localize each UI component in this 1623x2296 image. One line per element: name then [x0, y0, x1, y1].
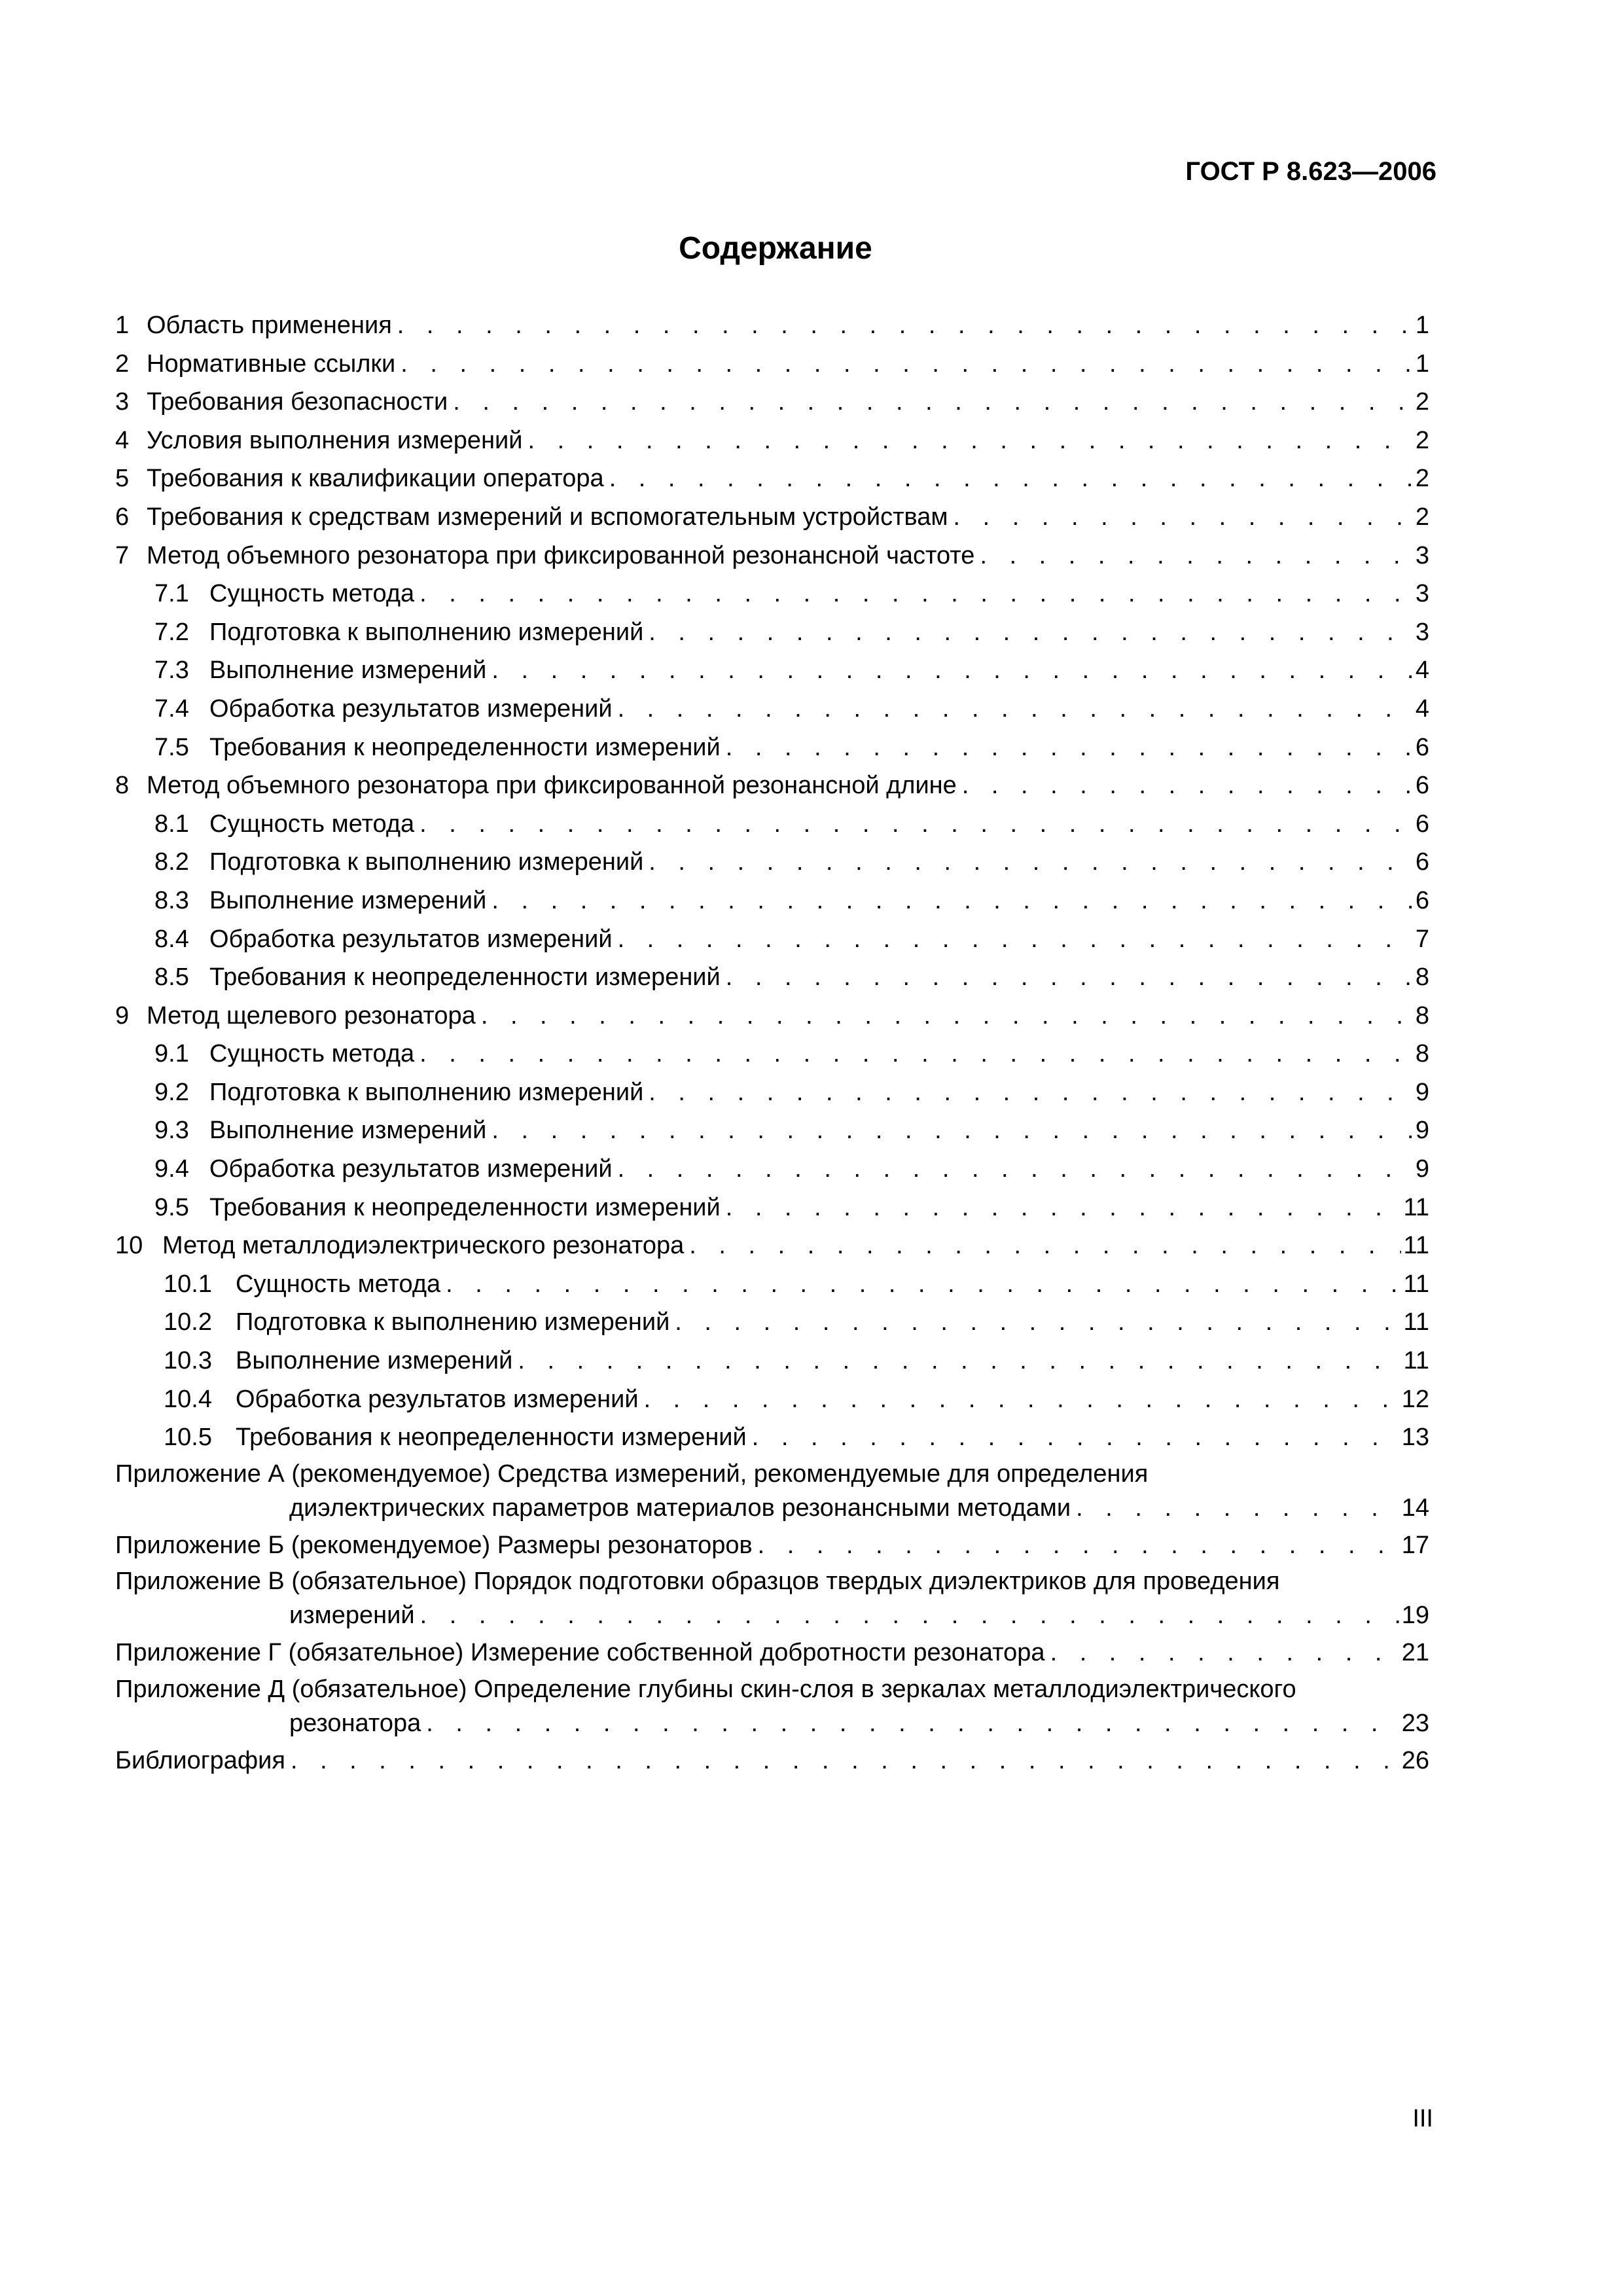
toc-entry-number: 1: [115, 312, 130, 339]
toc-leader-dots: [446, 1265, 1400, 1304]
toc-leader-dots: [962, 766, 1413, 805]
toc-entry[interactable]: [115, 958, 1429, 997]
toc-entry[interactable]: [115, 1418, 1429, 1457]
toc-entry[interactable]: [115, 882, 1429, 920]
toc-entry-number: 8.3: [154, 886, 189, 914]
toc-entry-label: Требования к средствам измерений и вспомогательным устройствам: [147, 503, 948, 531]
toc-page-number: 6: [1415, 886, 1429, 914]
toc-page-number: 6: [1415, 733, 1429, 761]
toc-entry[interactable]: [115, 843, 1429, 882]
toc-appendix-label: Приложение Г (обязательное) Измерение собственной добротности резонатора: [115, 1639, 1045, 1667]
toc-leader-dots: [618, 690, 1413, 728]
toc-entry[interactable]: [115, 498, 1429, 537]
toc-leader-dots: [758, 1526, 1399, 1565]
document-id: ГОСТ Р 8.623—2006: [1185, 157, 1436, 186]
toc-entry[interactable]: [115, 1380, 1429, 1419]
toc-page-number: 4: [1415, 694, 1429, 723]
toc-leader-dots: [518, 1342, 1400, 1380]
toc-leader-dots: [528, 422, 1413, 460]
toc-entry-number: 10: [115, 1232, 143, 1260]
toc-page-number: 3: [1415, 618, 1429, 646]
toc-entry-number: 10.3: [164, 1347, 212, 1375]
toc-entry-number: 7.3: [154, 656, 189, 685]
toc-entry-number: 2: [115, 350, 130, 378]
toc-sections: [115, 306, 1429, 1457]
toc-entry-number: 10.4: [164, 1385, 212, 1413]
toc-entry[interactable]: [115, 1189, 1429, 1227]
toc-page-number: 7: [1415, 925, 1429, 953]
toc-entry-number: 8.2: [154, 848, 189, 876]
toc-bibliography[interactable]: [115, 1742, 1429, 1780]
toc-leader-dots: [609, 459, 1413, 498]
toc-entry[interactable]: [115, 1227, 1429, 1265]
toc-entry-number: 7.4: [154, 694, 189, 723]
toc-page-number: 9: [1415, 1117, 1429, 1145]
toc-entry-label: Сущность метода: [209, 580, 415, 608]
toc-leader-dots: [752, 1418, 1399, 1457]
toc-leader-dots: [1050, 1634, 1399, 1672]
toc-leader-dots: [726, 958, 1413, 997]
toc-entry[interactable]: [115, 920, 1429, 959]
toc-entry-number: 9.5: [154, 1193, 189, 1221]
toc-page-number: 1: [1415, 312, 1429, 339]
toc-leader-dots: [426, 1706, 1399, 1740]
toc-leader-dots: [419, 575, 1413, 613]
toc-appendix-line1: Приложение А (рекомендуемое) Средства измерений, рекомендуемые для определения: [115, 1460, 1149, 1488]
toc-leader-dots: [397, 306, 1413, 345]
toc-entry-number: 8.1: [154, 810, 189, 838]
toc-entry-label: Подготовка к выполнению измерений: [209, 1078, 644, 1106]
toc-leader-dots: [453, 383, 1413, 422]
toc-entry-number: 7.1: [154, 580, 189, 608]
toc-entry-number: 9.4: [154, 1155, 189, 1183]
table-of-contents: [115, 306, 1429, 1780]
toc-appendix-d[interactable]: [115, 1672, 1429, 1742]
toc-page-number: 9: [1415, 1078, 1429, 1106]
toc-page-number: 4: [1415, 656, 1429, 685]
toc-entry-label: Метод металлодиэлектрического резонатора: [162, 1232, 685, 1260]
toc-entry-label: Обработка результатов измерений: [209, 694, 613, 723]
toc-page-number: 11: [1403, 1232, 1429, 1260]
toc-entry-number: 5: [115, 465, 130, 493]
toc-page-number: 11: [1403, 1347, 1429, 1375]
toc-entry-label: Подготовка к выполнению измерений: [236, 1308, 670, 1336]
toc-page-number: 11: [1403, 1270, 1429, 1298]
toc-entry[interactable]: [115, 1342, 1429, 1380]
toc-page-number: 11: [1403, 1308, 1429, 1336]
toc-leader-dots: [1076, 1491, 1399, 1525]
toc-entry-label: Условия выполнения измерений: [147, 426, 523, 454]
toc-entry-number: 8.4: [154, 925, 189, 953]
toc-leader-dots: [689, 1227, 1400, 1265]
toc-entry-label: Обработка результатов измерений: [209, 925, 613, 953]
toc-entry-number: 8.5: [154, 963, 189, 992]
toc-entry[interactable]: [115, 805, 1429, 844]
toc-leader-dots: [954, 498, 1413, 537]
toc-appendix-line2: диэлектрических параметров материалов резонансными методами: [289, 1494, 1071, 1522]
toc-bibliography-label: Библиография: [115, 1747, 285, 1774]
toc-page-number: 17: [1401, 1531, 1429, 1559]
toc-entry[interactable]: [115, 345, 1429, 384]
toc-entry-number: 7: [115, 541, 130, 569]
toc-appendix-v[interactable]: [115, 1564, 1429, 1634]
toc-entry-label: Выполнение измерений: [236, 1347, 513, 1375]
toc-entry[interactable]: [115, 383, 1429, 422]
toc-leader-dots: [419, 1035, 1413, 1073]
toc-entry-label: Нормативные ссылки: [147, 350, 396, 378]
toc-entry-number: 7.5: [154, 733, 189, 761]
toc-entry[interactable]: [115, 1303, 1429, 1342]
toc-appendix-g[interactable]: [115, 1634, 1429, 1672]
toc-entry-label: Метод щелевого резонатора: [147, 1001, 476, 1030]
toc-entry-number: 9: [115, 1001, 130, 1030]
toc-page-number: 26: [1401, 1747, 1429, 1774]
toc-entry-number: 10.5: [164, 1424, 212, 1452]
toc-entry-label: Область применения: [147, 312, 392, 339]
toc-entry-number: 7.2: [154, 618, 189, 646]
toc-entry[interactable]: [115, 613, 1429, 652]
toc-page-number: 8: [1415, 1001, 1429, 1030]
toc-page-number: 11: [1403, 1193, 1429, 1221]
toc-leader-dots: [618, 920, 1413, 959]
page-number: III: [1412, 2105, 1433, 2132]
toc-leader-dots: [980, 537, 1412, 575]
toc-entry[interactable]: [115, 459, 1429, 498]
toc-entry-label: Обработка результатов измерений: [209, 1155, 613, 1183]
toc-entry-number: 9.3: [154, 1117, 189, 1145]
toc-entry[interactable]: [115, 306, 1429, 345]
toc-page-number: 6: [1415, 810, 1429, 838]
toc-entry-label: Выполнение измерений: [209, 656, 487, 685]
toc-entry-number: 10.2: [164, 1308, 212, 1336]
toc-entry[interactable]: [115, 537, 1429, 575]
page-title: Содержание: [679, 231, 872, 266]
toc-entry-label: Требования к неопределенности измерений: [209, 963, 721, 992]
toc-leader-dots: [401, 345, 1413, 384]
toc-appendix-a[interactable]: [115, 1457, 1429, 1526]
toc-page-number: 23: [1401, 1710, 1429, 1737]
toc-leader-dots: [420, 1598, 1399, 1632]
toc-leader-dots: [291, 1742, 1399, 1780]
toc-entry[interactable]: [115, 422, 1429, 460]
toc-page-number: 12: [1401, 1385, 1429, 1413]
toc-entry[interactable]: [115, 575, 1429, 613]
toc-entry-label: Метод объемного резонатора при фиксированной резонансной частоте: [147, 541, 975, 569]
toc-entry[interactable]: [115, 1035, 1429, 1073]
toc-entry-label: Обработка результатов измерений: [236, 1385, 639, 1413]
toc-entry-label: Сущность метода: [209, 1040, 415, 1068]
toc-entry[interactable]: [115, 766, 1429, 805]
toc-entry[interactable]: [115, 1073, 1429, 1112]
toc-page-number: 2: [1415, 465, 1429, 493]
toc-entry[interactable]: [115, 728, 1429, 767]
toc-entry[interactable]: [115, 1265, 1429, 1304]
toc-entry-label: Сущность метода: [209, 810, 415, 838]
toc-page-number: 3: [1415, 541, 1429, 569]
toc-leader-dots: [726, 728, 1413, 767]
toc-page-number: 2: [1415, 503, 1429, 531]
toc-entry-label: Подготовка к выполнению измерений: [209, 618, 644, 646]
toc-page-number: 3: [1415, 580, 1429, 608]
toc-entry-number: 9.2: [154, 1078, 189, 1106]
toc-leader-dots: [675, 1303, 1400, 1342]
toc-page-number: 13: [1401, 1424, 1429, 1452]
toc-entry-label: Подготовка к выполнению измерений: [209, 848, 644, 876]
toc-entry-number: 3: [115, 388, 130, 416]
toc-entry-number: 6: [115, 503, 130, 531]
toc-page-number: 21: [1401, 1639, 1429, 1667]
toc-entry-label: Требования к неопределенности измерений: [236, 1424, 747, 1452]
toc-page-number: 9: [1415, 1155, 1429, 1183]
toc-appendix-line1: Приложение В (обязательное) Порядок подготовки образцов твердых диэлектриков для проведения: [115, 1568, 1280, 1596]
toc-page-number: 2: [1415, 388, 1429, 416]
toc-appendix-line1: Приложение Д (обязательное) Определение глубины скин-слоя в зеркалах металлодиэлектрического: [115, 1676, 1296, 1703]
toc-appendix-b[interactable]: [115, 1526, 1429, 1565]
toc-appendix-line2: измерений: [289, 1602, 415, 1630]
toc-leader-dots: [481, 997, 1413, 1035]
toc-entry-label: Требования к неопределенности измерений: [209, 733, 721, 761]
toc-page-number: 8: [1415, 1040, 1429, 1068]
toc-entry-label: Выполнение измерений: [209, 1117, 487, 1145]
toc-entry-label: Сущность метода: [236, 1270, 441, 1298]
toc-page-number: 6: [1415, 848, 1429, 876]
toc-page-number: 8: [1415, 963, 1429, 992]
toc-entry[interactable]: [115, 1111, 1429, 1150]
toc-leader-dots: [644, 1380, 1399, 1419]
toc-page-number: 6: [1415, 772, 1429, 800]
toc-leader-dots: [726, 1189, 1401, 1227]
toc-entry-number: 4: [115, 426, 130, 454]
toc-page-number: 1: [1415, 350, 1429, 378]
toc-leader-dots: [649, 613, 1413, 652]
toc-leader-dots: [618, 1150, 1413, 1189]
toc-entry-label: Выполнение измерений: [209, 886, 487, 914]
toc-entry-label: Требования безопасности: [147, 388, 448, 416]
toc-entry[interactable]: [115, 1150, 1429, 1189]
toc-page-number: 19: [1401, 1602, 1429, 1630]
toc-page-number: 14: [1401, 1494, 1429, 1522]
toc-leader-dots: [491, 1111, 1413, 1150]
toc-leader-dots: [649, 843, 1413, 882]
toc-entry[interactable]: [115, 651, 1429, 690]
toc-leader-dots: [649, 1073, 1413, 1112]
toc-entry-label: Требования к неопределенности измерений: [209, 1193, 721, 1221]
toc-leader-dots: [491, 651, 1413, 690]
toc-page-number: 2: [1415, 426, 1429, 454]
toc-entry[interactable]: [115, 690, 1429, 728]
toc-appendix-label: Приложение Б (рекомендуемое) Размеры резонаторов: [115, 1531, 753, 1559]
toc-entry-number: 9.1: [154, 1040, 189, 1068]
toc-entry-label: Требования к квалификации оператора: [147, 465, 604, 493]
toc-entry-number: 10.1: [164, 1270, 212, 1298]
toc-entry[interactable]: [115, 997, 1429, 1035]
toc-appendix-line2: резонатора: [289, 1710, 421, 1737]
toc-leader-dots: [491, 882, 1413, 920]
toc-entry-number: 8: [115, 772, 130, 800]
toc-entry-label: Метод объемного резонатора при фиксированной резонансной длине: [147, 772, 957, 800]
toc-leader-dots: [419, 805, 1413, 844]
